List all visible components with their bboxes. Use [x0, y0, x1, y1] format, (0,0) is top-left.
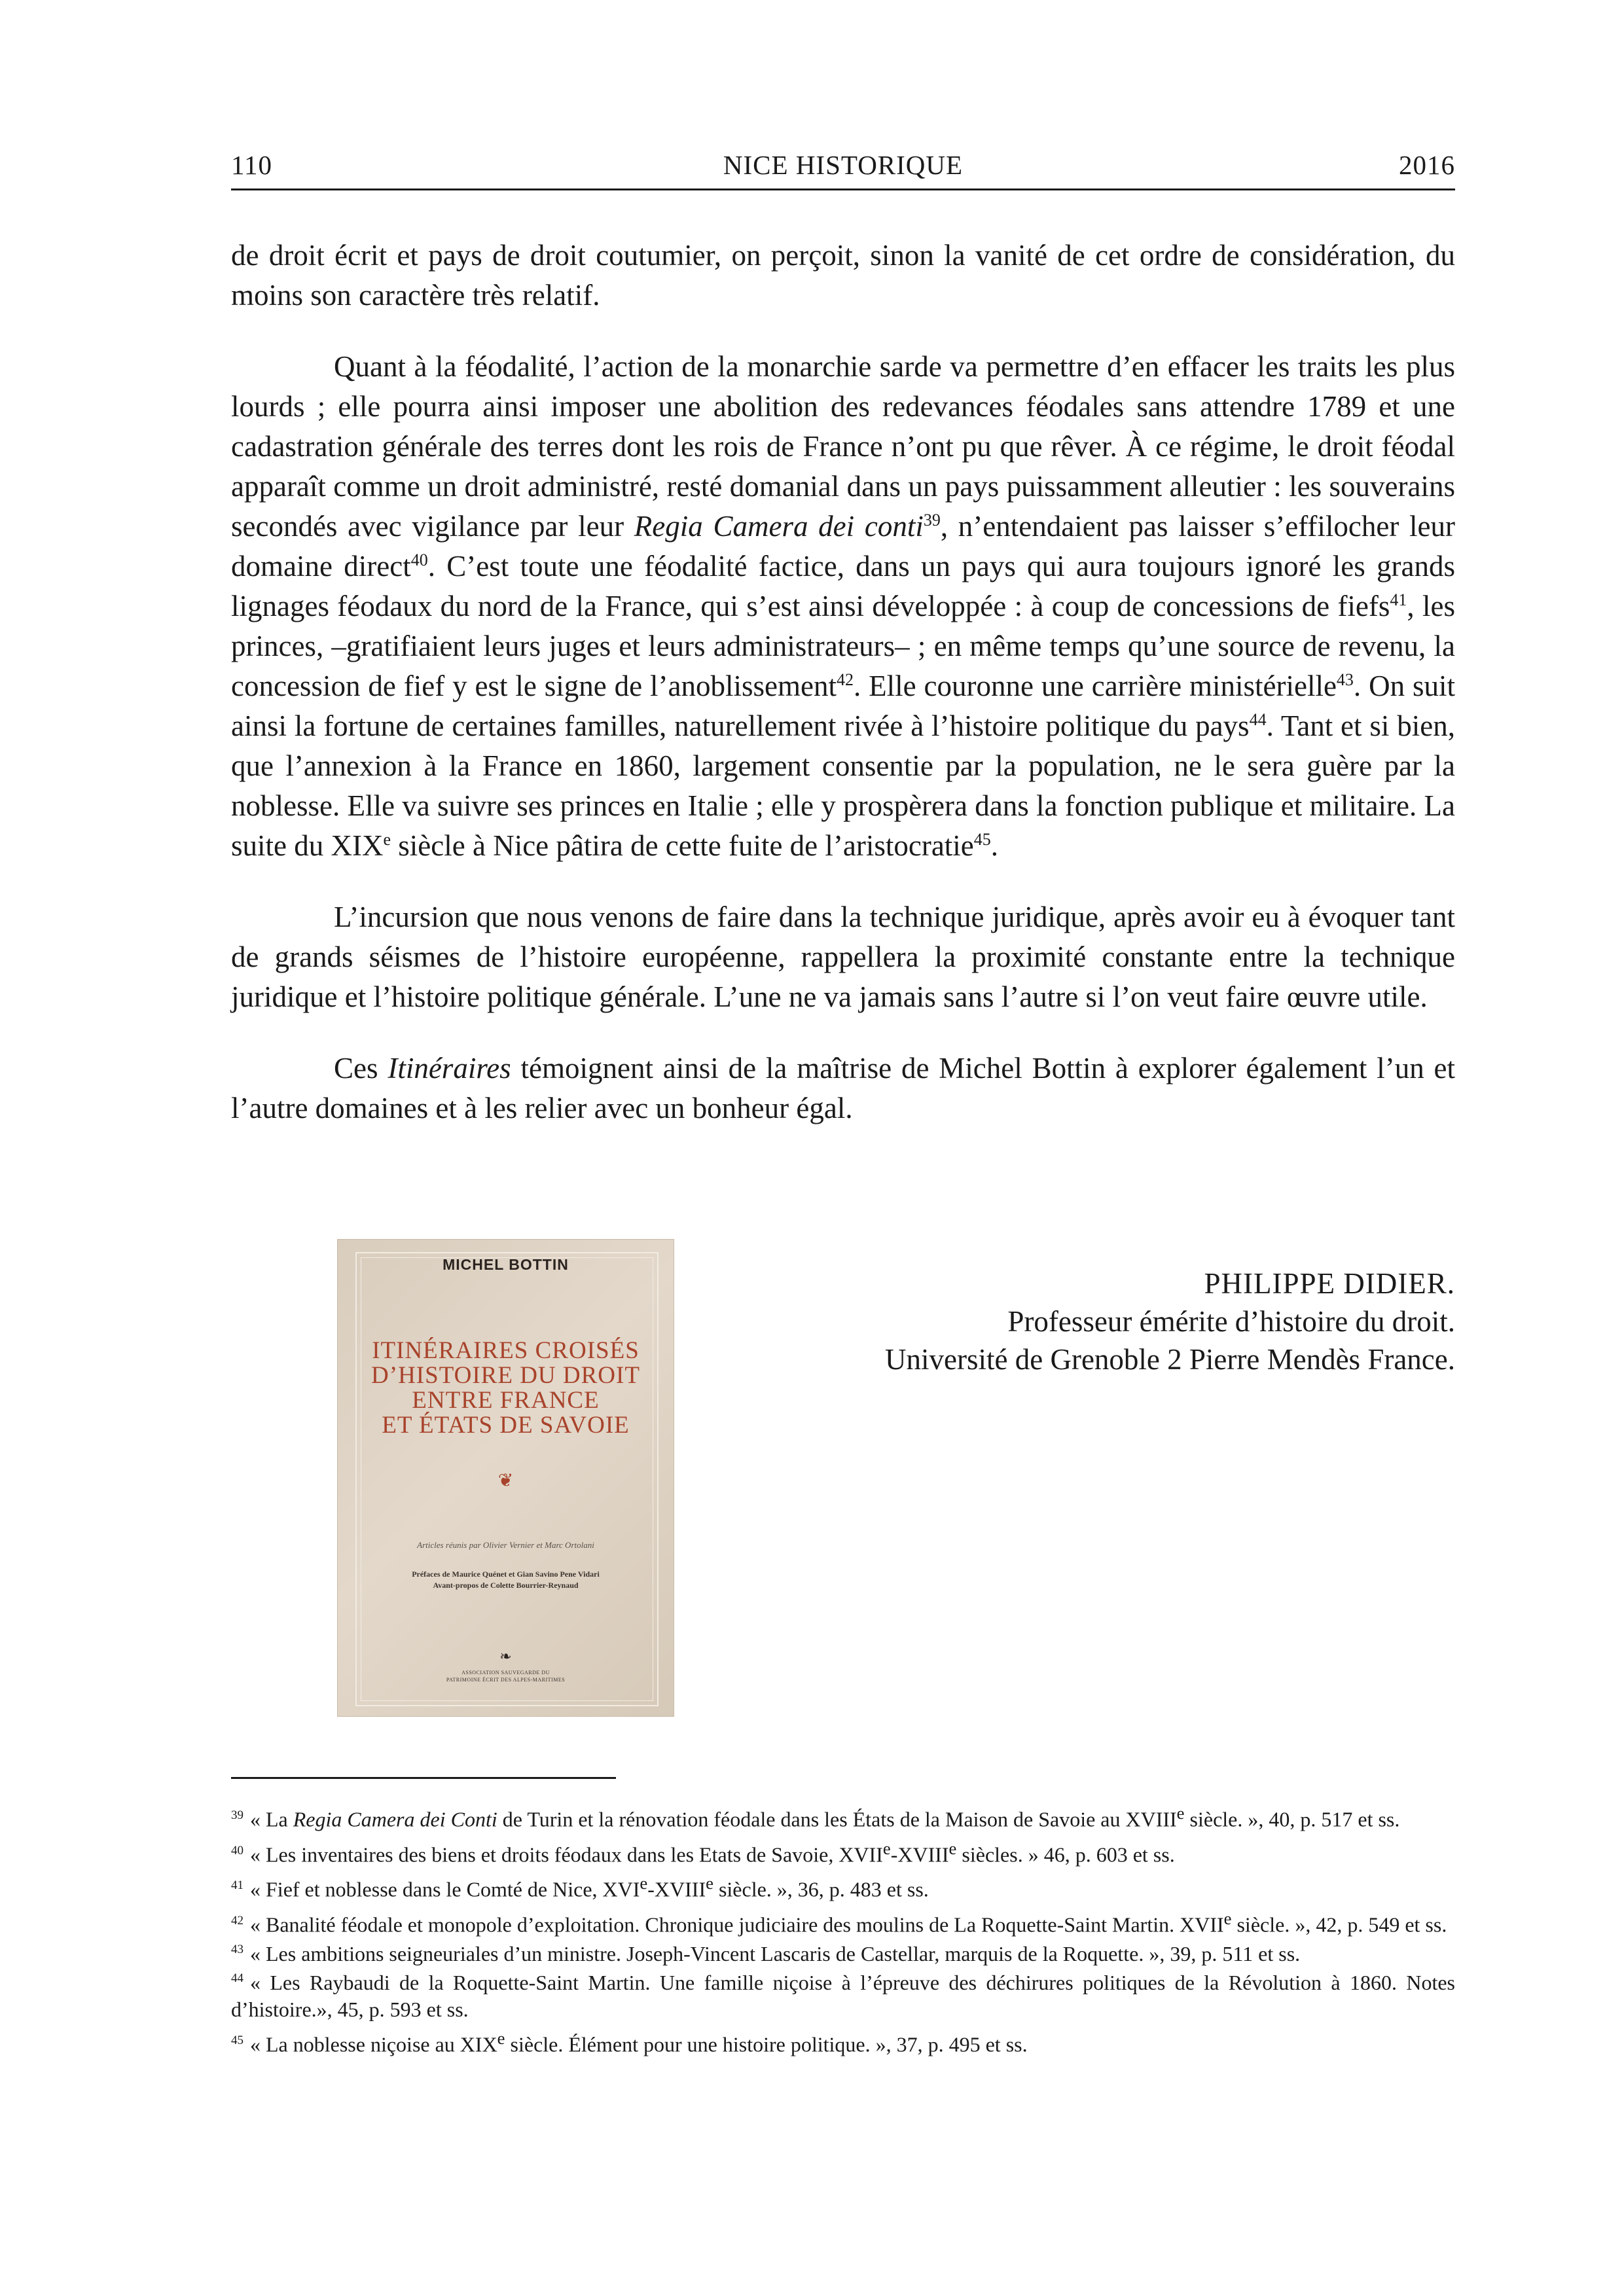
footnote-superscript: e: [882, 1838, 891, 1858]
footnote-41: [231, 1870, 1455, 1903]
footnote-number: 40: [231, 1843, 244, 1857]
p2-text-h: siècle à Nice pâtira de cette fuite de l’aristocratie: [391, 829, 974, 862]
page: [231, 0, 1455, 2296]
author-first-initial: P: [1204, 1267, 1221, 1300]
footnote-ref-44[interactable]: 44: [1249, 710, 1267, 729]
footnote-text: siècle. Élément pour une histoire politique. », 37, p. 495 et ss.: [505, 2032, 1028, 2056]
journal-title: NICE HISTORIQUE: [723, 150, 964, 180]
footnote-ref-40[interactable]: 40: [410, 550, 428, 569]
footnote-44: [231, 1969, 1455, 2023]
paragraph-3: L’incursion que nous venons de faire dans la technique juridique, après avoir eu à évoquer tant de grands séismes de l’histoire européenne, rappellera la proximité constante entre la technique juridique et l’histoire politique générale. L’une ne va jamais sans l’autre si l’on veut faire œuvre utile.: [231, 901, 1455, 1013]
footnote-text: « Fief et noblesse dans le Comté de Nice, XVI: [250, 1877, 640, 1901]
footnote-43: [231, 1941, 1455, 1967]
cover-prefaces-line: Préfaces de Maurice Quénet et Gian Savino Pene Vidari: [412, 1570, 600, 1579]
footnote-text: -XVIII: [647, 1877, 706, 1901]
book-cover-image: [337, 1239, 674, 1717]
p2-text-d: , les princes, –gratifiaient leurs juges et leurs administrateurs– ; en même temps qu’une source de revenu, la concession de fief y est le signe de l’anoblissement: [231, 590, 1455, 702]
footnote-ref-43[interactable]: 43: [1336, 670, 1354, 689]
page-number: 110: [231, 150, 272, 180]
footnote-text: siècle. », 40, p. 517 et ss.: [1184, 1807, 1400, 1831]
publication-year: 2016: [1399, 150, 1455, 180]
footnote-ref-42[interactable]: 42: [836, 670, 854, 689]
signature-block: [801, 1265, 1455, 1378]
footnote-superscript: e: [1176, 1803, 1185, 1823]
footnote-number: 44: [231, 1971, 244, 1985]
cover-title-line: ITINÉRAIRES CROISÉS: [372, 1337, 640, 1364]
paragraph-1: de droit écrit et pays de droit coutumier, on perçoit, sinon la vanité de cet ordre de considération, du moins son caractère très relatif.: [231, 239, 1455, 312]
footnote-42: [231, 1905, 1455, 1939]
author-title: Professeur émérite d’histoire du droit.: [1007, 1305, 1455, 1338]
p2-text-e: . Elle couronne une carrière ministérielle: [853, 670, 1337, 702]
footnote-text: siècle. », 36, p. 483 et ss.: [713, 1877, 929, 1901]
footnote-italic: Regia Camera dei Conti: [293, 1807, 497, 1831]
running-header: [231, 147, 1455, 190]
p2-text-f: . On suit ainsi la fortune de certaines familles, naturellement rivée à l’histoire politique du pays: [231, 670, 1455, 742]
footnote-superscript: e: [1223, 1908, 1232, 1928]
itineraires-italic: Itinéraires: [388, 1052, 511, 1085]
p2-text-b: , n’entendaient pas laisser s’effilocher leur domaine direct: [231, 510, 1456, 583]
regia-camera-italic: Regia Camera dei conti: [634, 510, 924, 543]
footnote-45: [231, 2025, 1455, 2058]
footnote-text: « La noblesse niçoise au XIX: [250, 2032, 497, 2056]
cover-publisher-line: ASSOCIATION SAUVEGARDE DU: [461, 1670, 550, 1676]
p2-text-i: .: [990, 829, 999, 862]
footnote-superscript: e: [640, 1873, 648, 1893]
footnote-ref-39[interactable]: 39: [923, 511, 941, 529]
footnote-text: « Les inventaires des biens et droits féodaux dans les Etats de Savoie, XVII: [250, 1842, 883, 1867]
author-first-rest: HILIPPE: [1221, 1267, 1336, 1300]
footnote-separator: [231, 1777, 616, 1779]
century-superscript: e: [383, 830, 391, 849]
p2-text-c: . C’est toute une féodalité factice, dans un pays qui aura toujours ignoré les grands lignages féodaux du nord de la France, qui s’est ainsi développée : à coup de concessions de fiefs: [231, 550, 1456, 622]
footnote-superscript: e: [706, 1873, 713, 1893]
p4-text-a: Ces: [334, 1052, 388, 1085]
cover-title-line: ET ÉTATS DE SAVOIE: [382, 1412, 630, 1439]
footnote-number: 41: [231, 1878, 244, 1893]
footnote-number: 39: [231, 1808, 244, 1822]
cover-title-line: ENTRE FRANCE: [412, 1387, 600, 1414]
article-body: [231, 236, 1455, 1160]
footnote-ref-45[interactable]: 45: [973, 830, 991, 849]
footnote-superscript: e: [948, 1838, 957, 1858]
p2-text-a: Quant à la féodalité, l’action de la monarchie sarde va permettre d’en effacer les traits les plus lourds ; elle pourra ainsi imposer une abolition des redevances féodales sans attendre 1789 et une cadastration générale des terres dont les rois de France n’ont pu que rêver. À ce régime, le droit féodal apparaît comme un droit administré, resté domanial dans un pays puissamment alleutier : les souverains secondés avec vigilance par leur: [231, 350, 1455, 543]
cover-prefaces: [337, 1569, 674, 1591]
paragraph-2: [231, 347, 1455, 866]
footnotes: [231, 1800, 1455, 2060]
footnote-number: 42: [231, 1913, 244, 1928]
p4-text-b: témoignent ainsi de la maîtrise de Michel Bottin à explorer également l’un et l’autre domaines et à les relier avec un bonheur égal.: [231, 1052, 1455, 1124]
footnote-number: 43: [231, 1942, 244, 1956]
author-surname: DIDIER.: [1335, 1267, 1455, 1300]
paragraph-4: [231, 1049, 1455, 1128]
publisher-logo-icon: ❧: [499, 1648, 512, 1664]
cover-prefaces-line: Avant-propos de Colette Bourrier-Reynaud: [433, 1581, 579, 1590]
cover-author: MICHEL BOTTIN: [442, 1256, 569, 1273]
cover-title: [337, 1338, 674, 1438]
footnote-text: siècle. », 42, p. 549 et ss.: [1231, 1912, 1447, 1937]
p2-text-g: . Tant et si bien, que l’annexion à la France en 1860, largement consentie par la population, ne le sera guère par la noblesse. Elle va suivre ses princes en Italie ; elle y prospèrera dans la fonction publique et militaire. La suite du XIX: [231, 709, 1456, 862]
footnote-text: -XVIII: [890, 1842, 949, 1867]
cover-editors: Articles réunis par Olivier Vernier et Marc Ortolani: [417, 1540, 594, 1550]
footnote-text: « Banalité féodale et monopole d’exploitation. Chronique judiciaire des moulins de La Roquette-Saint Martin. XVII: [250, 1912, 1224, 1937]
ornament-icon: ❦: [497, 1471, 514, 1491]
cover-publisher: [337, 1669, 674, 1683]
footnote-number: 45: [231, 2033, 244, 2047]
footnote-text: « La: [250, 1807, 293, 1831]
footnote-40: [231, 1835, 1455, 1869]
footnote-superscript: e: [497, 2028, 505, 2048]
footnote-ref-41[interactable]: 41: [1390, 590, 1407, 609]
footnote-39: [231, 1800, 1455, 1833]
footnote-text: de Turin et la rénovation féodale dans les États de la Maison de Savoie au XVIII: [497, 1807, 1177, 1831]
footnote-text: « Les ambitions seigneuriales d’un ministre. Joseph-Vincent Lascaris de Castellar, marquis de la Roquette. », 39, p. 511 et ss.: [250, 1941, 1301, 1965]
footnote-text: siècles. » 46, p. 603 et ss.: [956, 1842, 1175, 1867]
cover-title-line: D’HISTOIRE DU DROIT: [371, 1362, 640, 1389]
cover-publisher-line: PATRIMOINE ÉCRIT DES ALPES-MARITIMES: [446, 1677, 566, 1683]
author-name: [801, 1265, 1455, 1302]
author-affiliation: Université de Grenoble 2 Pierre Mendès France.: [885, 1343, 1455, 1376]
footnote-text: « Les Raybaudi de la Roquette-Saint Martin. Une famille niçoise à l’épreuve des déchirures politiques de la Révolution à 1860. Notes d’histoire.», 45, p. 593 et ss.: [231, 1970, 1455, 2021]
